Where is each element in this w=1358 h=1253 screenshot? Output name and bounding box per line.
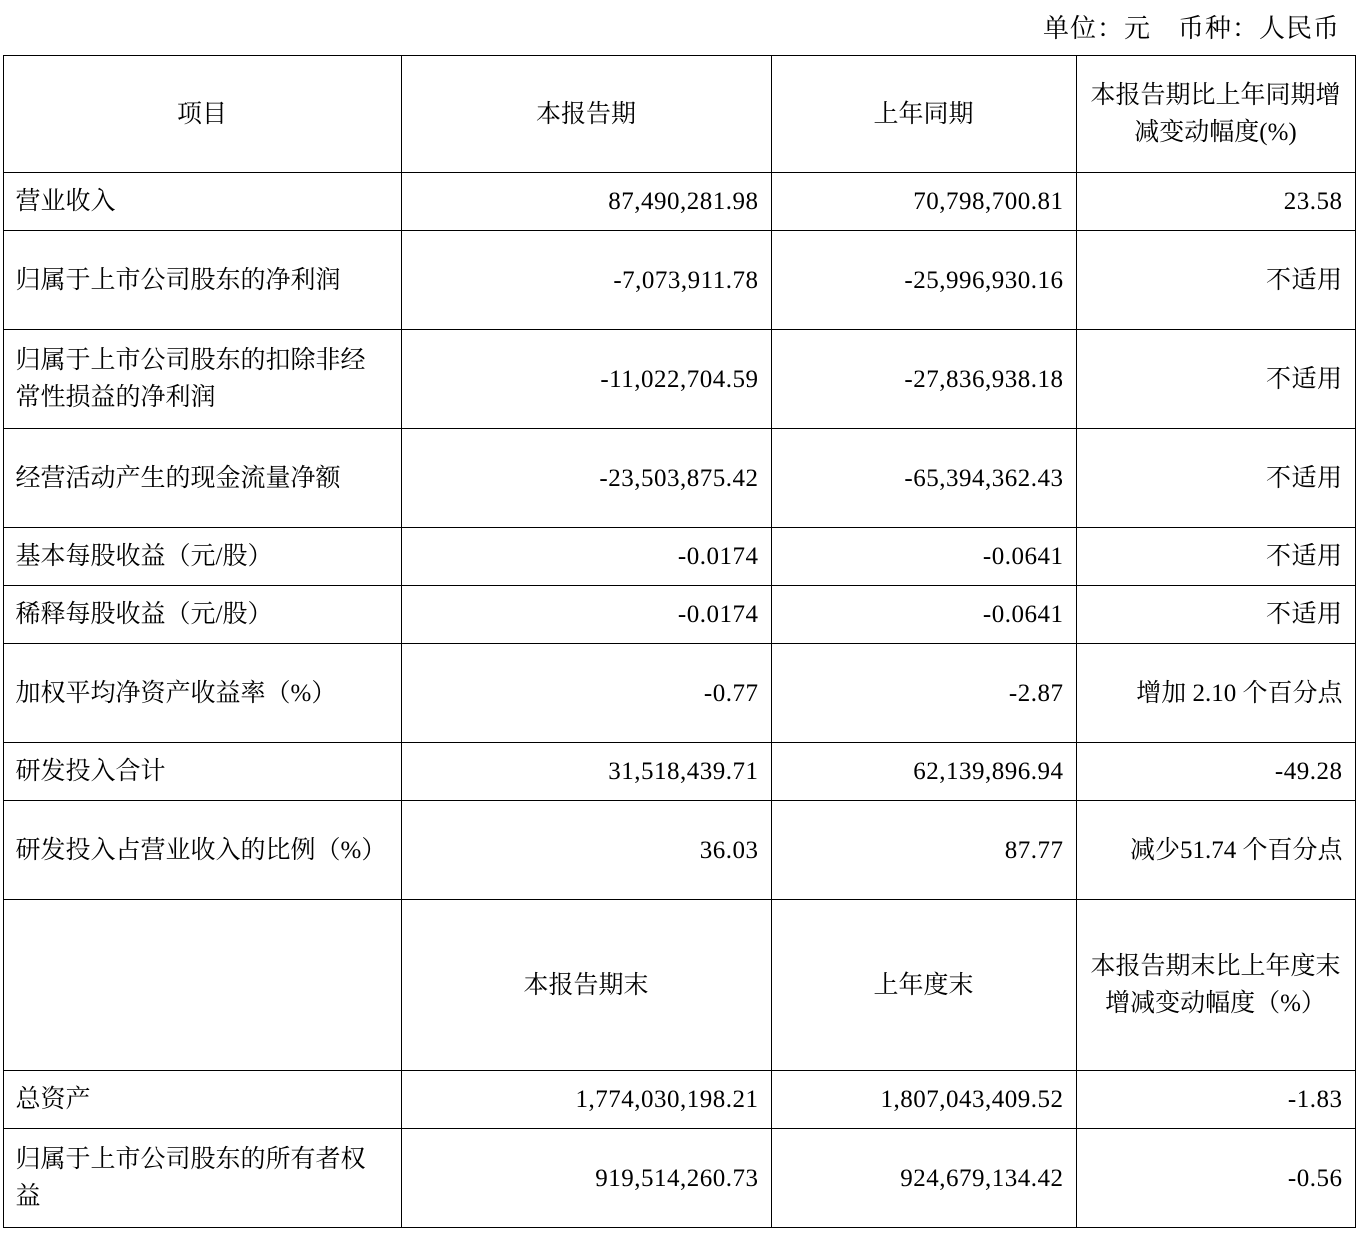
row-previous: -65,394,362.43 — [771, 429, 1076, 528]
row-previous: -27,836,938.18 — [771, 330, 1076, 429]
table-row — [3, 1071, 1355, 1129]
table-row — [3, 330, 1355, 429]
row-current: 31,518,439.71 — [401, 743, 771, 801]
row-label: 基本每股收益（元/股） — [3, 528, 401, 586]
header-current-period-end: 本报告期末 — [401, 900, 771, 1071]
row-change: 减少51.74 个百分点 — [1076, 801, 1355, 900]
row-change: 23.58 — [1076, 173, 1355, 231]
financial-summary-table — [3, 55, 1356, 1228]
table-header-row-period — [3, 56, 1355, 173]
row-label: 总资产 — [3, 1071, 401, 1129]
row-previous: 62,139,896.94 — [771, 743, 1076, 801]
row-change: 不适用 — [1076, 429, 1355, 528]
table-row — [3, 429, 1355, 528]
row-label: 营业收入 — [3, 173, 401, 231]
row-previous: -25,996,930.16 — [771, 231, 1076, 330]
row-current: -0.0174 — [401, 528, 771, 586]
table-row — [3, 1129, 1355, 1228]
row-change: -49.28 — [1076, 743, 1355, 801]
row-current: -7,073,911.78 — [401, 231, 771, 330]
row-change: 不适用 — [1076, 528, 1355, 586]
row-current: 36.03 — [401, 801, 771, 900]
table-row — [3, 644, 1355, 743]
row-label: 稀释每股收益（元/股） — [3, 586, 401, 644]
row-change: 增加 2.10 个百分点 — [1076, 644, 1355, 743]
row-current: 1,774,030,198.21 — [401, 1071, 771, 1129]
table-header-row-balance — [3, 900, 1355, 1071]
row-previous: -2.87 — [771, 644, 1076, 743]
row-previous: 87.77 — [771, 801, 1076, 900]
row-current: 919,514,260.73 — [401, 1129, 771, 1228]
row-label: 研发投入合计 — [3, 743, 401, 801]
row-current: -0.0174 — [401, 586, 771, 644]
row-current: -11,022,704.59 — [401, 330, 771, 429]
row-previous: 1,807,043,409.52 — [771, 1071, 1076, 1129]
row-current: -0.77 — [401, 644, 771, 743]
row-change: -1.83 — [1076, 1071, 1355, 1129]
header-item: 项目 — [3, 56, 401, 173]
row-change: 不适用 — [1076, 231, 1355, 330]
header-change-rate: 本报告期比上年同期增减变动幅度(%) — [1076, 56, 1355, 173]
row-previous: 924,679,134.42 — [771, 1129, 1076, 1228]
unit-note: 单位：元 币种：人民币 — [1042, 14, 1340, 43]
header-item-balance — [3, 900, 401, 1071]
row-label: 加权平均净资产收益率（%） — [3, 644, 401, 743]
table-row — [3, 173, 1355, 231]
row-label: 归属于上市公司股东的净利润 — [3, 231, 401, 330]
table-row — [3, 586, 1355, 644]
row-change: -0.56 — [1076, 1129, 1355, 1228]
row-current: -23,503,875.42 — [401, 429, 771, 528]
row-label: 归属于上市公司股东的扣除非经常性损益的净利润 — [3, 330, 401, 429]
table-row — [3, 801, 1355, 900]
row-label: 研发投入占营业收入的比例（%） — [3, 801, 401, 900]
row-previous: -0.0641 — [771, 586, 1076, 644]
row-label: 归属于上市公司股东的所有者权益 — [3, 1129, 401, 1228]
row-label: 经营活动产生的现金流量净额 — [3, 429, 401, 528]
row-previous: 70,798,700.81 — [771, 173, 1076, 231]
row-change: 不适用 — [1076, 586, 1355, 644]
table-row — [3, 231, 1355, 330]
table-row — [3, 528, 1355, 586]
row-current: 87,490,281.98 — [401, 173, 771, 231]
header-current-period: 本报告期 — [401, 56, 771, 173]
header-change-rate-balance: 本报告期末比上年度末增减变动幅度（%） — [1076, 900, 1355, 1071]
header-previous-period: 上年同期 — [771, 56, 1076, 173]
row-previous: -0.0641 — [771, 528, 1076, 586]
header-previous-year-end: 上年度末 — [771, 900, 1076, 1071]
table-row — [3, 743, 1355, 801]
row-change: 不适用 — [1076, 330, 1355, 429]
